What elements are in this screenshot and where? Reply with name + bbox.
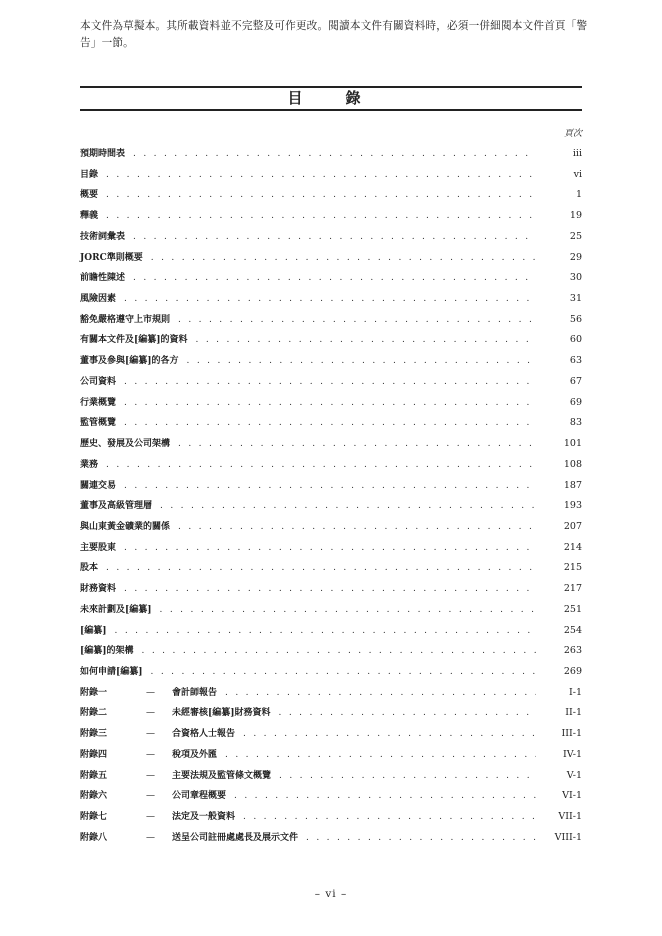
toc-entry[interactable] xyxy=(80,250,582,271)
toc-entry[interactable] xyxy=(80,167,582,188)
disclaimer: 本文件為草擬本。其所載資料並不完整及可作更改。閱讀本文件有關資料時，必須一併細閱本文件首頁「警告」一節。 xyxy=(80,20,588,49)
toc-entry[interactable] xyxy=(80,229,582,250)
toc-appendix-entry[interactable] xyxy=(80,788,582,809)
toc-entry-page: 56 xyxy=(569,313,582,325)
toc-entry-title: 風險因素 xyxy=(80,294,117,305)
dot-leader xyxy=(279,771,536,781)
toc-entry-title: 監管概覽 xyxy=(80,418,117,429)
toc-entry-title: 如何申請[編纂] xyxy=(80,666,143,677)
dot-leader xyxy=(124,543,536,553)
appendix-page: VIII-1 xyxy=(554,831,582,843)
toc-entry-title: [編纂]的架構 xyxy=(80,646,134,657)
toc-entry-page: 63 xyxy=(569,355,582,367)
toc-entry-page: 269 xyxy=(563,665,582,677)
toc-entry-title: 未來計劃及[編纂] xyxy=(80,604,152,615)
appendix-label: 附錄三 xyxy=(80,729,108,740)
appendix-title: 未經審核[編纂]財務資料 xyxy=(172,708,271,719)
dot-leader xyxy=(124,418,536,428)
toc-entry[interactable] xyxy=(80,332,582,353)
dot-leader xyxy=(115,626,536,636)
appendix-dash: — xyxy=(146,729,155,740)
toc-entry[interactable] xyxy=(80,560,582,581)
toc-entry-title: 關連交易 xyxy=(80,480,117,491)
appendix-page: VII-1 xyxy=(558,811,582,822)
appendix-page: VI-1 xyxy=(562,790,582,802)
toc-entry[interactable] xyxy=(80,602,582,623)
toc-entry-page: 67 xyxy=(569,375,582,387)
dot-leader xyxy=(178,315,536,325)
dot-leader xyxy=(243,729,536,739)
dot-leader xyxy=(133,273,536,283)
toc-entry-page: 263 xyxy=(563,645,582,657)
toc-entry-title: 釋義 xyxy=(80,211,99,222)
appendix-dash: — xyxy=(146,791,155,802)
toc-entry-title: 有關本文件及[編纂]的資料 xyxy=(80,335,188,346)
page-number-footer: – vi – xyxy=(314,888,348,900)
toc-entry-page: 217 xyxy=(563,583,582,595)
appendix-page: I-1 xyxy=(568,686,582,698)
dot-leader xyxy=(151,667,536,677)
toc-entry-page: 1 xyxy=(575,189,582,201)
toc-entry[interactable] xyxy=(80,519,582,540)
toc-entry[interactable] xyxy=(80,146,582,167)
toc-appendix-entry[interactable] xyxy=(80,830,582,851)
appendix-dash: — xyxy=(146,812,155,822)
dot-leader xyxy=(196,335,536,345)
dot-leader xyxy=(187,356,536,366)
dot-leader xyxy=(106,563,536,573)
toc-entry-page: 69 xyxy=(569,396,582,408)
toc-entry[interactable] xyxy=(80,664,582,685)
appendix-label: 附錄一 xyxy=(80,687,108,698)
toc-entry-page: 30 xyxy=(569,272,582,284)
appendix-title: 主要法規及監管條文概覽 xyxy=(172,770,272,781)
toc-entry[interactable] xyxy=(80,312,582,333)
toc-entry[interactable] xyxy=(80,457,582,478)
title-bottom-rule xyxy=(80,109,582,111)
table-of-contents xyxy=(80,146,582,850)
toc-entry[interactable] xyxy=(80,187,582,208)
dot-leader xyxy=(106,211,536,221)
toc-appendix-entry[interactable] xyxy=(80,809,582,830)
toc-entry-title: 歷史、發展及公司架構 xyxy=(80,439,171,450)
toc-entry-page: iii xyxy=(572,148,582,159)
dot-leader xyxy=(151,253,536,263)
dot-leader xyxy=(225,750,536,760)
toc-entry-title: 董事及高級管理層 xyxy=(80,501,153,512)
toc-entry-title: 財務資料 xyxy=(80,584,117,595)
toc-entry-title: JORC準則概要 xyxy=(80,252,143,263)
appendix-label: 附錄五 xyxy=(80,770,108,781)
dot-leader xyxy=(133,232,536,242)
dot-leader xyxy=(178,522,536,532)
appendix-page: III-1 xyxy=(561,728,582,740)
toc-entry[interactable] xyxy=(80,395,582,416)
appendix-title: 法定及一般資料 xyxy=(172,812,236,822)
toc-entry[interactable] xyxy=(80,436,582,457)
dot-leader xyxy=(243,812,536,822)
toc-entry[interactable] xyxy=(80,581,582,602)
toc-appendix-entry[interactable] xyxy=(80,726,582,747)
appendix-page: V-1 xyxy=(566,769,582,781)
toc-entry-page: 251 xyxy=(563,603,582,615)
appendix-dash: — xyxy=(146,770,155,781)
dot-leader xyxy=(279,708,536,718)
appendix-dash: — xyxy=(146,832,155,843)
toc-entry-title: 董事及參與[編纂]的各方 xyxy=(80,356,179,367)
toc-entry-page: 83 xyxy=(569,417,582,429)
toc-entry[interactable] xyxy=(80,208,582,229)
toc-entry-page: vi xyxy=(573,168,582,180)
toc-entry-title: [編纂] xyxy=(80,625,107,636)
title-top-rule xyxy=(80,86,582,88)
toc-entry-page: 19 xyxy=(569,210,582,222)
dot-leader xyxy=(106,460,536,470)
toc-entry-page: 101 xyxy=(563,438,582,450)
dot-leader xyxy=(124,398,536,408)
toc-entry[interactable] xyxy=(80,415,582,436)
appendix-title: 稅項及外匯 xyxy=(172,749,218,760)
toc-entry-title: 目錄 xyxy=(80,169,99,180)
appendix-title: 會計師報告 xyxy=(172,687,218,698)
appendix-label: 附錄四 xyxy=(80,749,108,760)
toc-entry-page: 214 xyxy=(563,541,582,553)
toc-entry-page: 108 xyxy=(563,458,582,470)
appendix-dash: — xyxy=(146,749,155,760)
dot-leader xyxy=(124,377,536,387)
dot-leader xyxy=(124,481,536,491)
toc-entry-page: 31 xyxy=(569,293,582,305)
dot-leader xyxy=(178,439,536,449)
appendix-dash: — xyxy=(146,708,155,719)
toc-entry-page: 207 xyxy=(563,520,582,532)
dot-leader xyxy=(124,584,536,594)
appendix-label: 附錄八 xyxy=(80,832,108,843)
toc-appendix-entry[interactable] xyxy=(80,685,582,706)
toc-entry[interactable] xyxy=(80,374,582,395)
toc-entry[interactable] xyxy=(80,291,582,312)
toc-entry-page: 29 xyxy=(569,251,582,263)
appendix-title: 公司章程概要 xyxy=(172,791,227,802)
appendix-dash: — xyxy=(146,687,155,698)
dot-leader xyxy=(124,294,536,304)
toc-entry-page: 187 xyxy=(563,479,582,491)
toc-appendix-entry[interactable] xyxy=(80,705,582,726)
appendix-label: 附錄二 xyxy=(80,708,108,719)
toc-entry[interactable] xyxy=(80,270,582,291)
toc-entry-title: 與山東黃金礦業的關係 xyxy=(80,521,171,532)
toc-entry[interactable] xyxy=(80,353,582,374)
toc-entry-title: 行業概覽 xyxy=(80,397,117,408)
toc-entry-title: 概要 xyxy=(80,190,99,201)
dot-leader xyxy=(160,605,536,615)
dot-leader xyxy=(306,833,536,843)
appendix-title: 合資格人士報告 xyxy=(172,729,236,740)
page-column-label: 頁次 xyxy=(563,129,582,139)
toc-entry-page: 215 xyxy=(563,562,582,574)
toc-appendix-entry[interactable] xyxy=(80,768,582,789)
toc-entry[interactable] xyxy=(80,498,582,519)
toc-entry[interactable] xyxy=(80,643,582,664)
toc-title: 目 錄 xyxy=(287,89,375,107)
dot-leader xyxy=(225,688,536,698)
appendix-title: 送呈公司註冊處處長及展示文件 xyxy=(172,832,299,843)
toc-entry-title: 預期時間表 xyxy=(80,149,126,159)
appendix-page: II-1 xyxy=(565,707,582,719)
toc-entry[interactable] xyxy=(80,623,582,644)
toc-entry-page: 193 xyxy=(563,500,582,512)
dot-leader xyxy=(106,190,536,200)
toc-entry-title: 技術詞彙表 xyxy=(80,231,126,242)
toc-appendix-entry[interactable] xyxy=(80,747,582,768)
dot-leader xyxy=(133,149,536,159)
toc-entry-title: 股本 xyxy=(80,563,99,574)
toc-entry-title: 主要股東 xyxy=(80,542,117,553)
appendix-label: 附錄六 xyxy=(80,791,108,802)
toc-entry-title: 豁免嚴格遵守上市規則 xyxy=(80,314,171,325)
toc-entry[interactable] xyxy=(80,540,582,561)
toc-entry-title: 公司資料 xyxy=(80,376,117,387)
toc-entry[interactable] xyxy=(80,478,582,499)
toc-entry-title: 前瞻性陳述 xyxy=(80,273,126,284)
appendix-label: 附錄七 xyxy=(80,812,108,822)
toc-entry-page: 60 xyxy=(569,334,582,346)
toc-entry-page: 254 xyxy=(563,624,582,636)
appendix-page: IV-1 xyxy=(563,748,582,760)
dot-leader xyxy=(142,646,536,656)
dot-leader xyxy=(160,501,536,511)
dot-leader xyxy=(106,170,536,180)
dot-leader xyxy=(234,791,536,801)
toc-entry-title: 業務 xyxy=(80,459,99,470)
toc-entry-page: 25 xyxy=(569,230,582,242)
